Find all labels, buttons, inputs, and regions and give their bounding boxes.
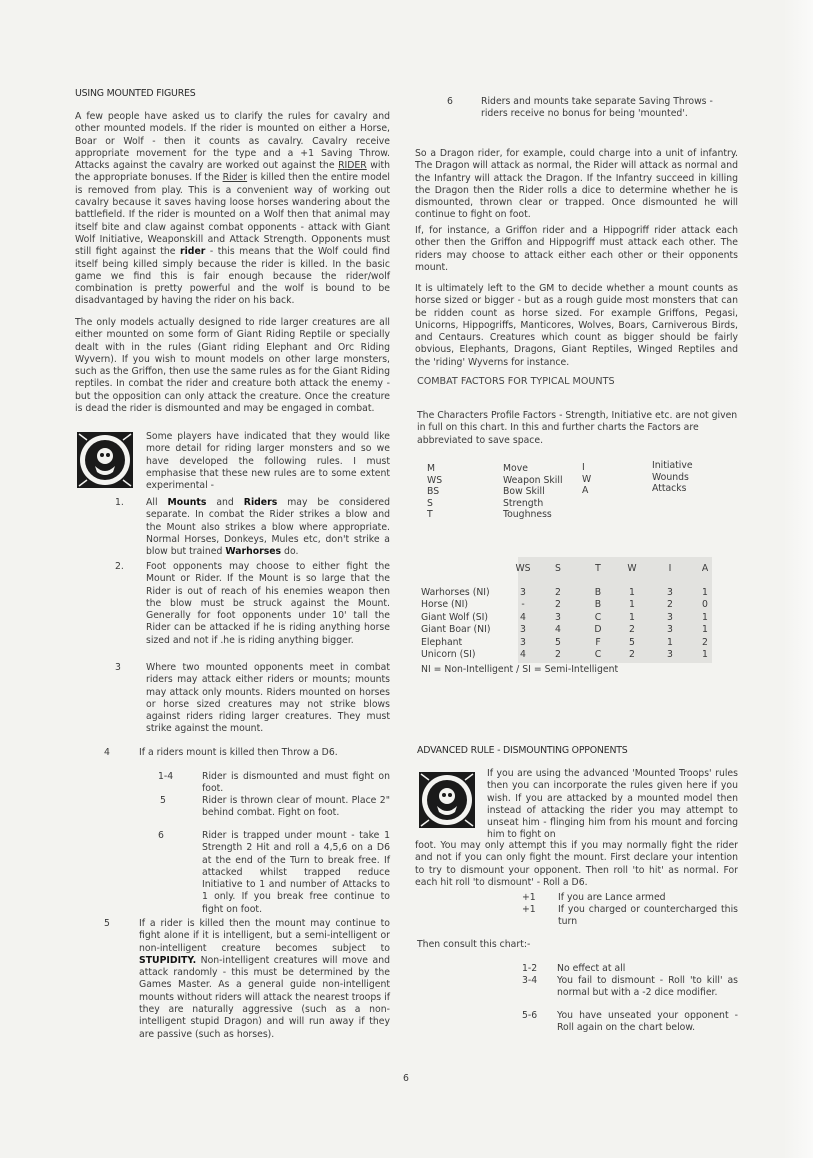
underlined-rider: RIDER <box>338 160 367 172</box>
rule-2-text: Foot opponents may choose to either fight the Mount or Rider. If the Mount is so large that the Rider is out of reach of his enemies weapon then the blow must be struck against the Mount. Generally for foot opponents under 10' tall the Rider can be attacked if he is riding anything horse sized and not if .he is riding anything bigger. <box>146 561 390 646</box>
text: A few people have asked us to clarify the rules for cavalry and other mounted models. If the rider is mounted on either a Horse, Boar or Wolf - then it counts as cavalry. Cavalry receive appropriate movement for the type and a +1 Saving Throw. Attacks against the cavalry are worked out against the <box>75 111 390 172</box>
table-cell: 5 <box>629 636 635 648</box>
table-cell: 0 <box>702 599 708 611</box>
table-row-label: Horse (NI) <box>421 599 468 611</box>
table-cell: 2 <box>667 599 673 611</box>
abbr: BS <box>427 486 440 497</box>
abbreviation-meanings-left <box>503 463 563 521</box>
table-cell: 4 <box>520 649 526 660</box>
paragraph-gm-decides: It is ultimately left to the GM to decide whether a mount counts as horse sized or bigger - but as a rough guide most monsters that can be ridden count as horse sized. For example Griffons, Pegasi, Unicorns, Hippogriffs, Manticores, Wolves, Boars, Carniverous Birds, and Centaurs. Creatures which count as bigger should be fairly obvious, Elephants, Dragons, Giant Reptiles, Winged Reptiles and the 'riding' Wyverns for instance. <box>415 283 738 368</box>
meaning: Initiative <box>652 460 693 471</box>
rule-1-text <box>146 497 390 558</box>
table-cell: 3 <box>520 624 526 636</box>
table-row-label: Warhorses (NI) <box>421 587 490 598</box>
chart-roll: 5-6 <box>522 1010 538 1021</box>
rule-2-number: 2. <box>115 561 124 572</box>
abbreviation-meanings-right <box>652 460 693 495</box>
result-roll: 6 <box>158 830 164 841</box>
text: do. <box>281 546 299 558</box>
table-cell: 2 <box>555 599 561 611</box>
abbr: T <box>427 509 433 520</box>
heading-advanced-rule: ADVANCED RULE - DISMOUNTING OPPONENTS <box>417 745 628 756</box>
abbreviation-list-left <box>427 463 442 521</box>
rule-3-number: 3 <box>115 662 121 673</box>
table-cell: 1 <box>702 649 708 660</box>
chart-roll: 1-2 <box>522 963 538 974</box>
table-header: T <box>595 563 601 574</box>
chart-roll: 3-4 <box>522 975 538 986</box>
combat-intro: The Characters Profile Factors - Strength, Initiative etc. are not given in full on this chart. In this and further charts the Factors are abbreviated to save space. <box>417 410 738 446</box>
abbr: A <box>582 485 589 496</box>
abbr: WS <box>427 474 443 486</box>
modifier-text: If you are Lance armed <box>558 892 666 903</box>
result-roll: 5 <box>160 795 166 806</box>
abbr: S <box>427 497 433 509</box>
table-cell: 1 <box>702 587 708 598</box>
table-cell: C <box>594 649 602 660</box>
table-cell: C <box>594 611 602 623</box>
text: Non-intelligent creatures will move and attack randomly - this must be determined by the Games Master. As a general guide non-intelligent mounts without riders will attack the nearest troops if they are naturally aggressive (such as a non-intelligent stupid Dragon) and will run away if they are passive (such as horses). <box>139 954 390 1040</box>
table-cell: 3 <box>667 624 673 636</box>
abbreviation-list-right <box>582 462 591 497</box>
chart-result: No effect at all <box>557 963 626 974</box>
text: is killed then the entire model is removed from play. This is a convenient way of working out cavalry because it saves having loose horses wandering about the battlefield. If the rider is mounted on a Wolf then that animal may itself bite and claw against combat opponents - attack with Giant Wolf Initiative, Weaponskill and Attack Strength. Opponents must still fight against the <box>75 172 390 258</box>
modifier-text: If you charged or countercharged this turn <box>558 904 738 928</box>
advanced-continued: foot. You may only attempt this if you may normally fight the rider and not if you can only fight the mount. First declare your intention to try to dismount your opponent. Then roll 'to hit' as normal. For each hit roll 'to dismount' - Roll a D6. <box>415 840 738 888</box>
meaning: Weapon Skill <box>503 474 563 486</box>
rule-6-number: 6 <box>447 96 453 107</box>
paragraph-cavalry-rules <box>75 111 390 308</box>
text: All <box>146 497 168 508</box>
meaning: Wounds <box>652 471 689 483</box>
bold-rider: rider <box>180 246 206 258</box>
modifier-value: +1 <box>522 904 536 915</box>
table-cell: 3 <box>520 587 526 598</box>
meaning: Bow Skill <box>503 486 545 497</box>
table-header: WS <box>515 563 531 574</box>
table-row-label: Elephant <box>421 636 463 648</box>
bold-stupidity: STUPIDITY. <box>139 954 197 966</box>
table-cell: 3 <box>555 611 561 623</box>
paragraph-intro-experimental: Some players have indicated that they would like more detail for riding larger monsters and so we have developed the following rules. I must emphasise that these new rules are to some extent experimental - <box>146 431 390 492</box>
bold-mounts: Mounts <box>167 497 207 508</box>
table-cell: 2 <box>555 587 561 598</box>
paragraph-larger-creatures: The only models actually designed to ride larger creatures are all either mounted on some form of Giant Riding Reptile or specially dealt with in the rules (Giant riding Elephant and Orc Riding Wyvern). If you wish to mount models on other large monsters, such as the Griffon, then use the same rules as for the Giant Riding reptiles. In combat the rider and creature both attack the enemy - but the opposition can only attack the creature. Once the creature is dead the rider is dismounted and may be engaged in combat. <box>75 317 390 415</box>
rule-1-number: 1. <box>115 497 124 508</box>
table-cell: 1 <box>629 599 635 611</box>
table-header: W <box>627 563 637 574</box>
table-row-label: Giant Wolf (SI) <box>421 611 489 623</box>
chart-result: You fail to dismount - Roll 'to kill' as normal but with a -2 dice modifier. <box>557 975 738 999</box>
table-header: S <box>555 563 561 574</box>
table-header: I <box>668 563 672 574</box>
meaning: Move <box>503 463 528 474</box>
result-text: Rider is trapped under mount - take 1 Strength 2 Hit and roll a 4,5,6 on a D6 at the end of the Turn to break free. If attacked whilst trapped reduce Initiative to 1 and number of Attacks to 1 only. If you break free continue to fight on foot. <box>202 830 390 915</box>
result-roll: 1-4 <box>158 771 174 782</box>
table-cell: 1 <box>667 636 673 648</box>
bold-riders: Riders <box>243 497 278 508</box>
abbr: I <box>582 462 585 473</box>
modifier-value: +1 <box>522 892 536 903</box>
heading-using-mounted-figures: USING MOUNTED FIGURES <box>75 88 196 99</box>
table-cell: 2 <box>629 624 635 636</box>
heading-combat-factors: COMBAT FACTORS FOR TYPICAL MOUNTS <box>417 376 615 387</box>
table-cell: B <box>594 587 602 598</box>
rule-4-text: If a riders mount is killed then Throw a D6. <box>139 747 338 758</box>
skull-emblem-icon <box>77 432 133 488</box>
text: with the appropriate bonuses. If the <box>75 160 390 184</box>
skull-emblem-icon <box>419 772 475 828</box>
table-cell: B <box>594 599 602 611</box>
text: If a rider is killed then the mount may continue to fight alone if it is intelligent, but a semi-intelligent or non-intelligent creature becomes subject to <box>139 918 390 954</box>
text: and <box>206 497 244 508</box>
table-cell: 3 <box>667 649 673 660</box>
paragraph-griffon-rider: If, for instance, a Griffon rider and a Hippogriff rider attack each other then the Griffon and Hippogriff must attack each other. The riders may choose to attack either each other or their opponents mount. <box>415 225 738 273</box>
result-text: Rider is thrown clear of mount. Place 2" behind combat. Fight on foot. <box>202 795 390 819</box>
table-cell: D <box>594 624 602 636</box>
table-cell: 1 <box>629 611 635 623</box>
table-cell: 4 <box>520 611 526 623</box>
abbr: W <box>582 473 592 485</box>
rule-3-text: Where two mounted opponents meet in combat riders may attack either riders or mounts; mounts may attack only mounts. Riders mounted on horses or horse sized creatures may not strike blows against riders riding larger creatures. They must strike against the mount. <box>146 662 390 735</box>
table-cell: F <box>595 636 601 648</box>
meaning: Attacks <box>652 483 687 494</box>
underlined-rider: Rider <box>222 172 248 184</box>
table-cell: 3 <box>667 587 673 598</box>
advanced-intro: If you are using the advanced 'Mounted Troops' rules then you can incorporate the rules given here if you wish. If you are attacked by a mounted model then instead of attacking the rider you may attempt to unseat him - flinging him from his mount and forcing him to fight on <box>487 768 738 841</box>
table-cell: - <box>521 599 525 611</box>
paragraph-dragon-rider: So a Dragon rider, for example, could charge into a unit of infantry. The Dragon will attack as normal, the Rider will attack as normal and the Infantry will attack the Dragon. If the Infantry succeed in killing the Dragon then the Rider rolls a dice to determine whether he is dismounted, thrown clear or trapped. Once dismounted he will continue to fight on foot. <box>415 148 738 221</box>
table-cell: 3 <box>667 611 673 623</box>
table-cell: 2 <box>629 649 635 660</box>
table-row-label: Unicorn (SI) <box>421 649 476 660</box>
page-fold-shading <box>783 0 813 1158</box>
table-cell: 1 <box>629 587 635 598</box>
table-cell: 1 <box>702 611 708 623</box>
rule-5-number: 5 <box>104 918 110 929</box>
rule-5-text <box>139 918 390 1041</box>
result-text: Rider is dismounted and must fight on foot. <box>202 771 390 795</box>
text: may be considered separate. In combat the Rider strikes a blow and the Mount also strikes a blow where appropriate. Normal Horses, Donkeys, Mules etc, don't strike a blow but trained <box>146 497 390 558</box>
table-cell: 3 <box>520 636 526 648</box>
page-number: 6 <box>403 1073 409 1084</box>
rule-4-number: 4 <box>104 747 110 758</box>
table-cell: 4 <box>555 624 561 636</box>
table-cell: 2 <box>702 636 708 648</box>
table-note: NI = Non-Intelligent / SI = Semi-Intelligent <box>421 664 619 675</box>
table-cell: 1 <box>702 624 708 636</box>
text: - this means that the Wolf could find itself being killed simply because the rider is killed. In the basic game we find this is fair enough because the rider/wolf combination is pretty powerful and the wolf is bound to be disadvantaged by having the rider on his back. <box>75 246 390 307</box>
abbr: M <box>427 463 436 474</box>
bold-warhorses: Warhorses <box>225 546 282 558</box>
chart-result: You have unseated your opponent - Roll again on the chart below. <box>557 1010 738 1034</box>
meaning: Strength <box>503 497 544 509</box>
table-cell: 5 <box>555 636 561 648</box>
rule-6-text: Riders and mounts take separate Saving Throws - riders receive no bonus for being 'mounted'. <box>481 96 713 120</box>
table-cell: 2 <box>555 649 561 660</box>
table-header: A <box>701 563 709 574</box>
table-row-label: Giant Boar (NI) <box>421 624 491 636</box>
meaning: Toughness <box>503 509 552 520</box>
consult-chart-text: Then consult this chart:- <box>417 939 531 950</box>
